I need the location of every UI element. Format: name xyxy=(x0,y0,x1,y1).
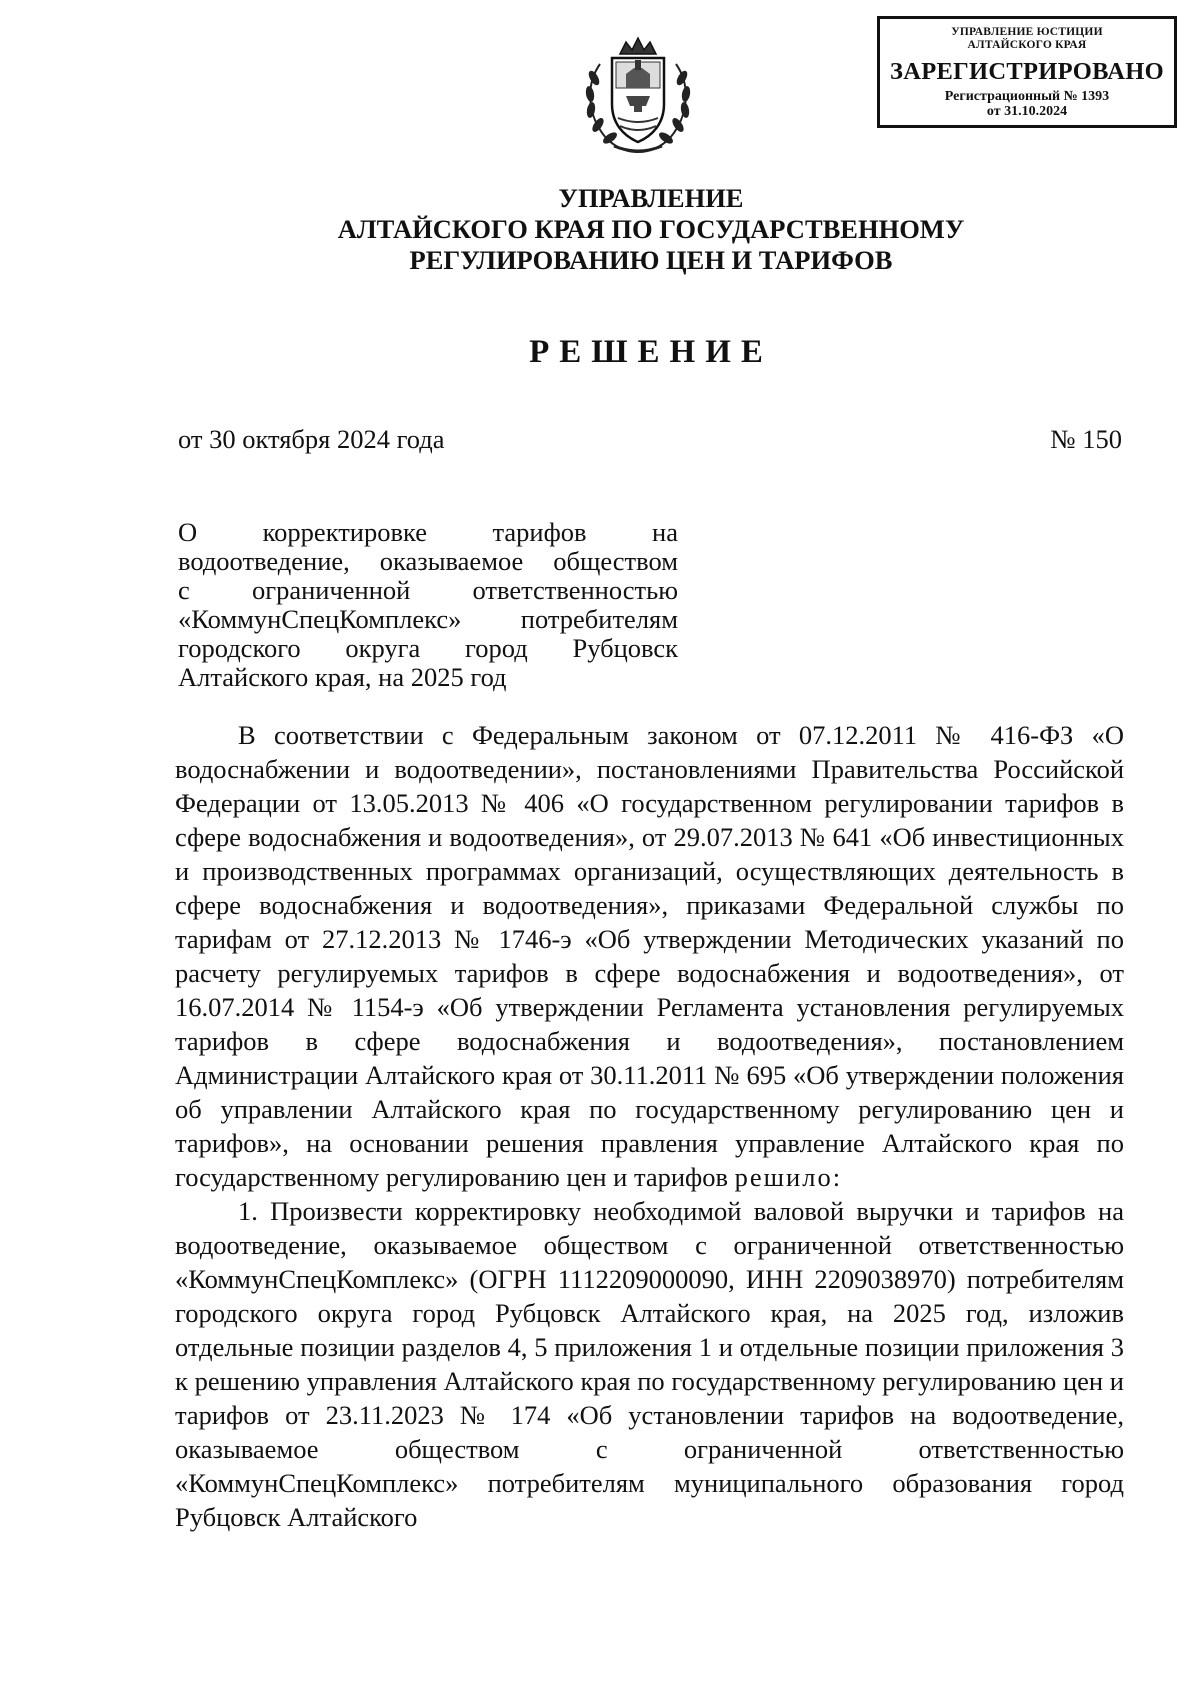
decided-word: решило: xyxy=(734,1162,843,1192)
stamp-status: ЗАРЕГИСТРИРОВАНО xyxy=(890,58,1164,85)
stamp-reg-number: Регистрационный № 1393 xyxy=(944,89,1110,104)
agency-line1: УПРАВЛЕНИЕ xyxy=(558,183,744,213)
document-title: РЕШЕНИЕ xyxy=(529,334,773,370)
preamble-text: В соответствии с Федеральным законом от 07.12.2011 № 416-ФЗ «О водоснабжении и водоотведении», постановлениями Правительства Российской Федерации от 13.05.2013 № 406 «О государственном регулировании тарифов в сфере водоснабжения и водоотведения», от 29.07.2013 № 641 «Об инвестиционных и производственных программах организаций, осуществляющих деятельность в сфере водоснабжения и водоотведения», приказами Федеральной службы по тарифам от 27.12.2013 № 1746-э «Об утверждении Методических указаний по расчету регулируемых тарифов в сфере водоснабжения и водоотведения», от 16.07.2014 № 1154-э «Об утверждении Регламента установления регулируемых тарифов в сфере водоснабжения и водоотведения», постановлением Администрации Алтайского края от 30.11.2011 № 695 «Об утверждении положения об управлении Алтайского края по государственному регулированию цен и тарифов», на основании решения правления управление Алтайского края по государственному регулированию цен и тарифов xyxy=(175,720,1124,1192)
stamp-org-line1: УПРАВЛЕНИЕ ЮСТИЦИИ xyxy=(951,26,1103,38)
document-date: от 30 октября 2024 года xyxy=(178,424,445,454)
subject-line: с ограниченной ответственностью xyxy=(178,575,678,605)
stamp-reg-date: от 31.10.2024 xyxy=(986,104,1068,119)
subject-line: «КоммунСпецКомплекс» потребителям xyxy=(178,604,678,634)
item-1-paragraph: 1. Произвести корректировку необходимой валовой выручки и тарифов на водоотведение, оказываемое обществом с ограниченной ответственностью «КоммунСпецКомплекс» (ОГРН 1112209000090, ИНН 2209038970) потребителям городского округа город Рубцовск Алтайского края, на 2025 год, изложив отдельные позиции разделов 4, 5 приложения 1 и отдельные позиции приложения 3 к решению управления Алтайского края по государственному регулированию цен и тарифов от 23.11.2023 № 174 «Об установлении тарифов на водоотведение, оказываемое обществом с ограниченной ответственностью «КоммунСпецКомплекс» потребителям муниципального образования город Рубцовск Алтайского xyxy=(175,1196,1124,1532)
document-number: № 150 xyxy=(1050,424,1122,454)
registration-stamp xyxy=(877,16,1177,128)
agency-line3: РЕГУЛИРОВАНИЮ ЦЕН И ТАРИФОВ xyxy=(409,245,893,275)
subject-line: городского округа город Рубцовск xyxy=(178,633,678,663)
preamble-paragraph xyxy=(175,718,1124,1194)
agency-line2: АЛТАЙСКОГО КРАЯ ПО ГОСУДАРСТВЕННОМУ xyxy=(337,214,965,244)
document-subject xyxy=(178,518,678,692)
coat-of-arms-icon xyxy=(578,34,698,156)
stamp-org-line2: АЛТАЙСКОГО КРАЯ xyxy=(967,39,1087,51)
document-body xyxy=(175,718,1124,1534)
agency-heading xyxy=(0,183,1200,276)
subject-line: О корректировке тарифов на xyxy=(178,517,678,547)
date-number-line xyxy=(178,424,1122,458)
subject-line: Алтайского края, на 2025 год xyxy=(178,662,507,692)
subject-line: водоотведение, оказываемое обществом xyxy=(178,546,678,576)
